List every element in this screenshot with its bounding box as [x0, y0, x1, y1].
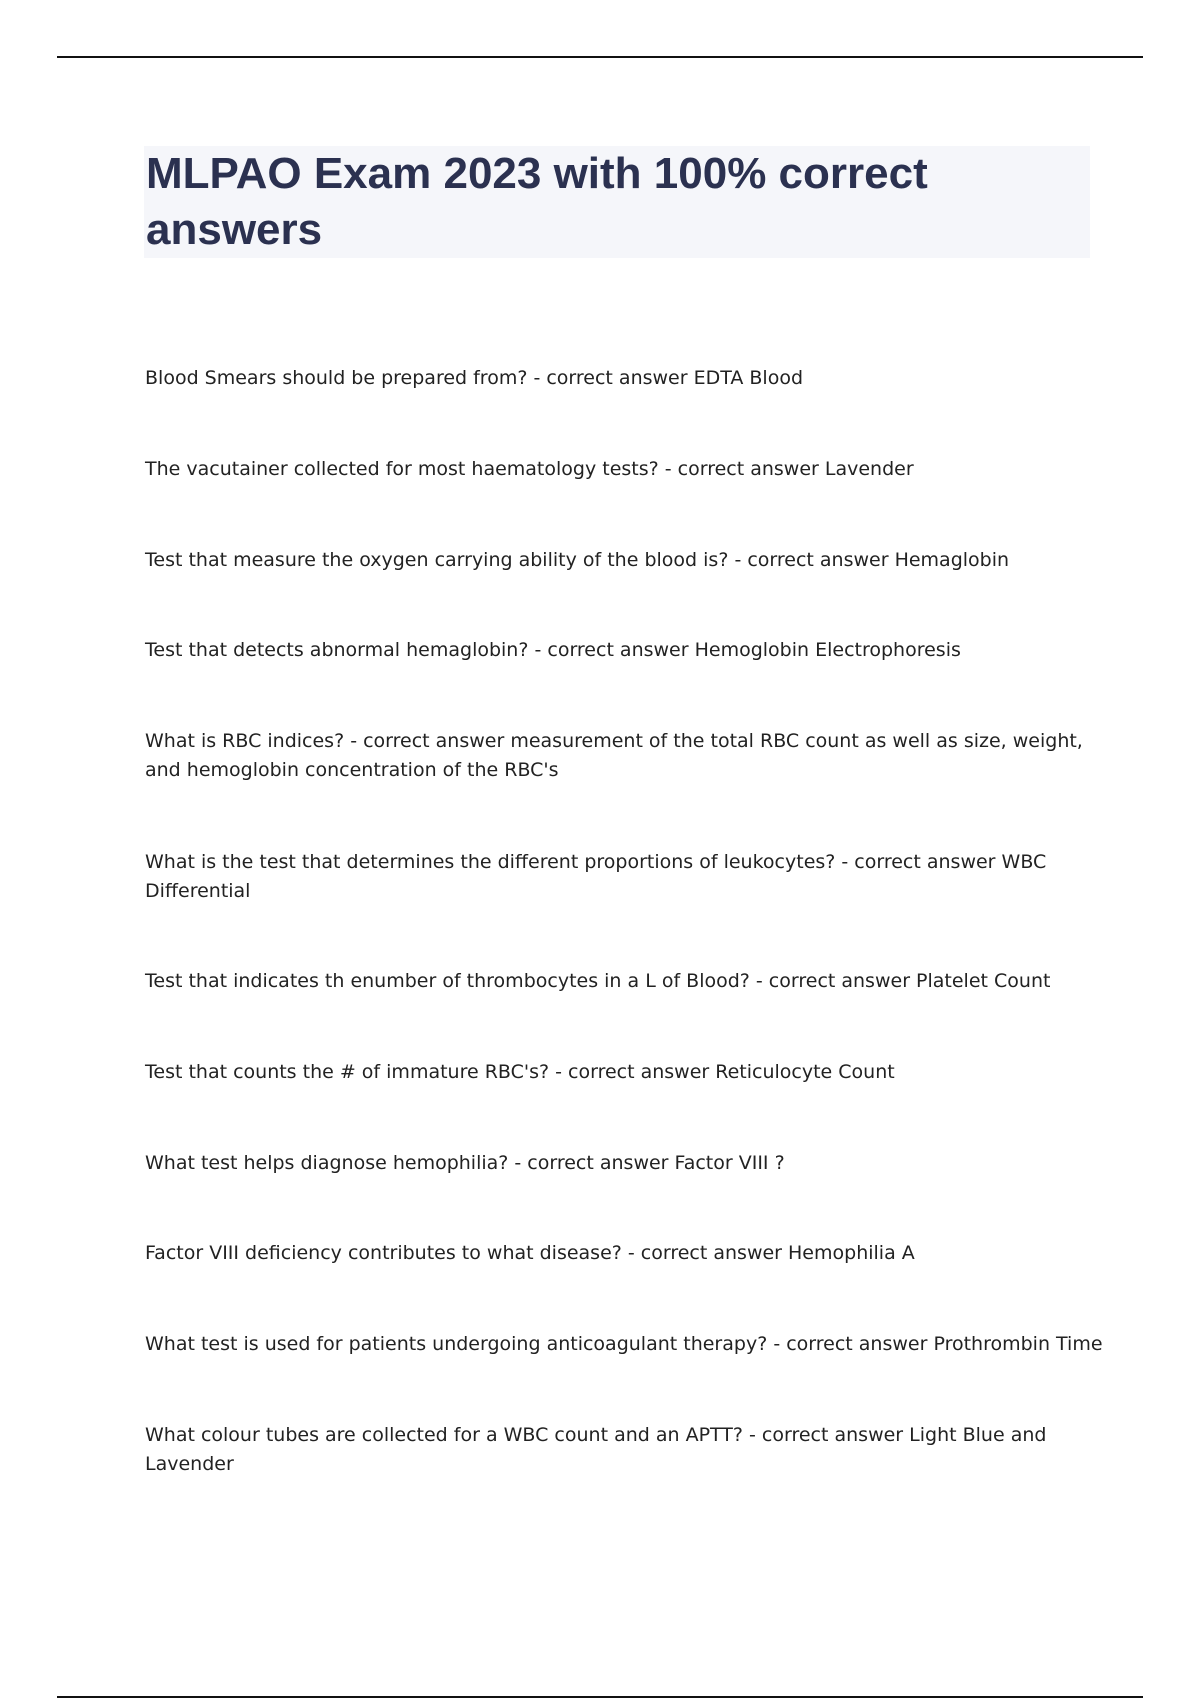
qa-item: Factor VIII deficiency contributes to what disease? - correct answer Hemophilia A	[145, 1242, 915, 1264]
qa-item: Test that counts the # of immature RBC's? - correct answer Reticulocyte Count	[145, 1061, 895, 1083]
qa-item: What test helps diagnose hemophilia? - correct answer Factor VIII ?	[145, 1152, 785, 1174]
footer-rule	[57, 1696, 1143, 1698]
qa-item: The vacutainer collected for most haematology tests? - correct answer Lavender	[145, 458, 914, 480]
header-rule	[57, 56, 1143, 58]
qa-item: What test is used for patients undergoing anticoagulant therapy? - correct answer Prothrombin Time	[145, 1333, 1103, 1355]
qa-item: Test that measure the oxygen carrying ability of the blood is? - correct answer Hemaglobin	[145, 549, 1010, 571]
qa-item: Test that indicates th enumber of thrombocytes in a L of Blood? - correct answer Platelet Count	[145, 970, 1051, 992]
qa-item: Blood Smears should be prepared from? - correct answer EDTA Blood	[145, 367, 804, 389]
qa-item: What colour tubes are collected for a WBC count and an APTT? - correct answer Light Blue and Lavender	[145, 1424, 1047, 1475]
qa-item: What is RBC indices? - correct answer measurement of the total RBC count as well as size, weight, and hemoglobin concentration of the RBC's	[145, 730, 1083, 781]
qa-item: What is the test that determines the different proportions of leukocytes? - correct answer WBC Differential	[145, 851, 1047, 902]
qa-item: Test that detects abnormal hemaglobin? - correct answer Hemoglobin Electrophoresis	[145, 639, 961, 661]
document-title: MLPAO Exam 2023 with 100% correct answers	[146, 149, 928, 254]
title-banner	[144, 146, 1090, 258]
